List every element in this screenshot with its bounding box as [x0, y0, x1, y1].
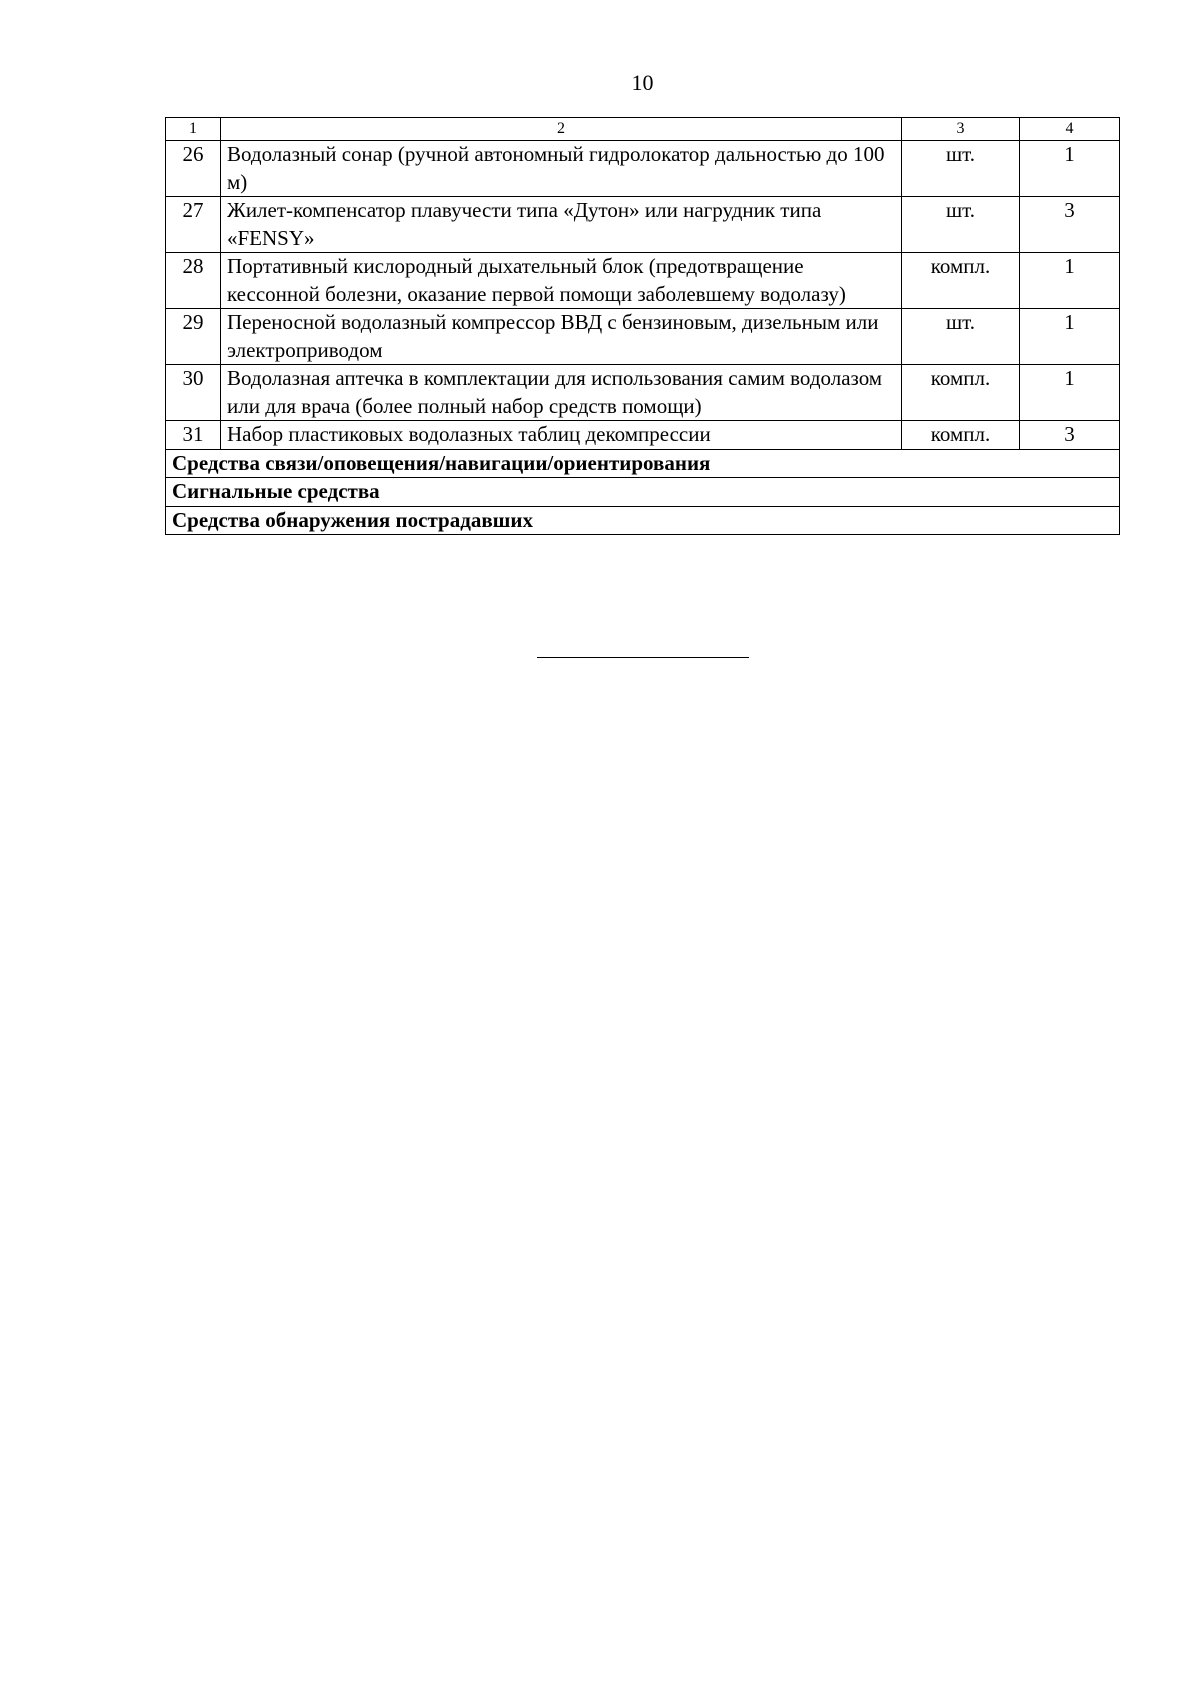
row-description: Набор пластиковых водолазных таблиц декомпрессии: [221, 421, 902, 450]
row-quantity: 1: [1020, 309, 1120, 365]
row-number: 27: [166, 197, 221, 253]
row-quantity: 3: [1020, 421, 1120, 450]
row-unit: шт.: [902, 309, 1020, 365]
section-heading-signals: Сигнальные средства: [166, 478, 1120, 507]
row-quantity: 1: [1020, 141, 1120, 197]
section-heading-row: [166, 506, 1120, 535]
table-row: [166, 365, 1120, 421]
row-description: Портативный кислородный дыхательный блок (предотвращение кессонной болезни, оказание первой помощи заболевшему водолазу): [221, 253, 902, 309]
section-heading-row: [166, 449, 1120, 478]
row-description: Переносной водолазный компрессор ВВД с бензиновым, дизельным или электроприводом: [221, 309, 902, 365]
row-number: 31: [166, 421, 221, 450]
header-cell-4: 4: [1020, 118, 1120, 141]
section-heading-victim-detection: Средства обнаружения пострадавших: [166, 506, 1120, 535]
row-unit: компл.: [902, 421, 1020, 450]
row-description: Жилет-компенсатор плавучести типа «Дутон» или нагрудник типа «FENSY»: [221, 197, 902, 253]
row-number: 29: [166, 309, 221, 365]
row-quantity: 1: [1020, 253, 1120, 309]
document-end-rule: [537, 657, 749, 658]
table-row: [166, 197, 1120, 253]
section-heading-communications: Средства связи/оповещения/навигации/ориентирования: [166, 449, 1120, 478]
row-unit: шт.: [902, 197, 1020, 253]
row-number: 28: [166, 253, 221, 309]
row-unit: компл.: [902, 253, 1020, 309]
section-heading-row: [166, 478, 1120, 507]
row-number: 30: [166, 365, 221, 421]
row-description: Водолазный сонар (ручной автономный гидролокатор дальностью до 100 м): [221, 141, 902, 197]
header-cell-3: 3: [902, 118, 1020, 141]
table-row: [166, 253, 1120, 309]
table-row: [166, 141, 1120, 197]
table-row: [166, 309, 1120, 365]
table-row: [166, 421, 1120, 450]
equipment-table: [165, 117, 1120, 535]
row-description: Водолазная аптечка в комплектации для использования самим водолазом или для врача (более полный набор средств помощи): [221, 365, 902, 421]
header-cell-1: 1: [166, 118, 221, 141]
row-unit: компл.: [902, 365, 1020, 421]
table-header-row: [166, 118, 1120, 141]
row-quantity: 3: [1020, 197, 1120, 253]
row-number: 26: [166, 141, 221, 197]
page-number: 10: [631, 70, 654, 95]
row-unit: шт.: [902, 141, 1020, 197]
header-cell-2: 2: [221, 118, 902, 141]
row-quantity: 1: [1020, 365, 1120, 421]
